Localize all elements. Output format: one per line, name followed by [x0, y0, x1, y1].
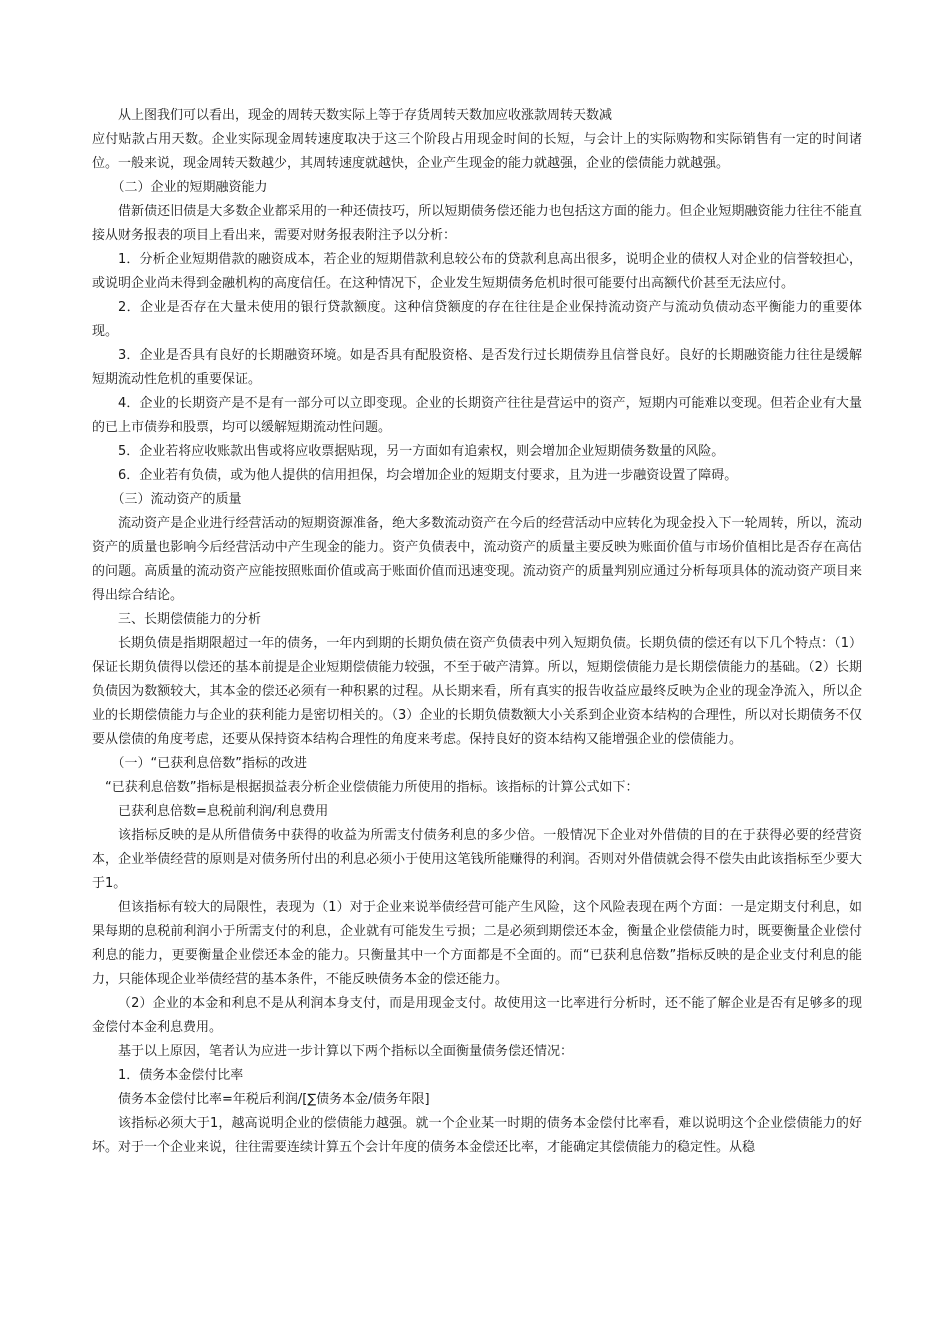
paragraph: 从上图我们可以看出，现金的周转天数实际上等于存货周转天数加应收涨款周转天数减	[118, 108, 613, 123]
paragraph: （2）企业的本金和利息不是从利润本身支付，而是用现金支付。故使用这一比率进行分析时，还不能了解企业是否有足够多的现金偿付本金利息费用。	[92, 996, 862, 1035]
paragraph: 该指标反映的是从所借债务中获得的收益为所需支付债务利息的多少倍。一般情况下企业对外借债的目的在于获得必要的经营资本，企业举债经营的原则是对债务所付出的利息必须小于使用这笔钱所能赚得的利润。否则对外借债就会得不偿失由此该指标至少要大于1。	[92, 828, 862, 891]
paragraph: 应付贴款占用天数。企业实际现金周转速度取决于这三个阶段占用现金时间的长短，与会计上的实际购物和实际销售有一定的时间诸位。一般来说，现金周转天数越少，其周转速度就越快，企业产生现金的能力就越强，企业的偿债能力就越强。	[92, 132, 862, 171]
section-heading: （一）“已获利息倍数”指标的改进	[111, 756, 307, 771]
list-item: 5．企业若将应收账款出售或将应收票据贴现，另一方面如有追索权，则会增加企业短期债务数量的风险。	[118, 444, 725, 459]
section-heading: （二）企业的短期融资能力	[111, 180, 268, 195]
formula: 已获利息倍数=息税前利润/利息费用	[118, 804, 329, 819]
list-item: 2．企业是否存在大量未使用的银行贷款额度。这种信贷额度的存在往往是企业保持流动资产与流动负债动态平衡能力的重要体现。	[92, 300, 862, 339]
paragraph: 基于以上原因，笔者认为应进一步计算以下两个指标以全面衡量债务偿还情况：	[118, 1044, 574, 1059]
list-item: 4．企业的长期资产是不是有一部分可以立即变现。企业的长期资产往往是营运中的资产，短期内可能难以变现。但若企业有大量的已上市债券和股票，均可以缓解短期流动性问题。	[92, 396, 862, 435]
list-item: 3．企业是否具有良好的长期融资环境。如是否具有配股资格、是否发行过长期债券且信誉良好。良好的长期融资能力往往是缓解短期流动性危机的重要保证。	[92, 348, 862, 387]
formula: 债务本金偿付比率=年税后利润/[∑债务本金/债务年限]	[118, 1092, 430, 1107]
paragraph: 但该指标有较大的局限性，表现为（1）对于企业来说举债经营可能产生风险，这个风险表现在两个方面：一是定期支付利息，如果每期的息税前利润小于所需支付的利息，企业就有可能发生亏损；二是必须到期偿还本金，衡量企业偿债能力时，既要衡量企业偿付利息的能力，更要衡量企业偿还本金的能力。只衡量其中一个方面都是不全面的。而“已获利息倍数”指标反映的是企业支付利息的能力，只能体现企业举债经营的基本条件，不能反映债务本金的偿还能力。	[92, 900, 862, 987]
section-heading: 三、长期偿债能力的分析	[118, 612, 262, 627]
section-heading: （三）流动资产的质量	[111, 492, 242, 507]
list-item: 1．分析企业短期借款的融资成本，若企业的短期借款利息较公布的贷款利息高出很多，说明企业的债权人对企业的信誉较担心，或说明企业尚未得到金融机构的高度信任。在这种情况下，企业发生短期债务危机时很可能要付出高额代价甚至无法应付。	[92, 252, 862, 291]
paragraph: 长期负债是指期限超过一年的债务，一年内到期的长期负债在资产负债表中列入短期负债。长期负债的偿还有以下几个特点：（1）保证长期负债得以偿还的基本前提是企业短期偿债能力较强，不至于破产清算。所以，短期偿债能力是长期偿债能力的基础。（2）长期负债因为数额较大，其本金的偿还必须有一种积累的过程。从长期来看，所有真实的报告收益应最终反映为企业的现金净流入，所以企业的长期偿债能力与企业的获利能力是密切相关的。（3）企业的长期负债数额大小关系到企业资本结构的合理性，所以对长期债务不仅要从偿债的角度考虑，还要从保持资本结构合理性的角度来考虑。保持良好的资本结构又能增强企业的偿债能力。	[92, 636, 862, 747]
paragraph: 流动资产是企业进行经营活动的短期资源准备，绝大多数流动资产在今后的经营活动中应转化为现金投入下一轮周转，所以，流动资产的质量也影响今后经营活动中产生现金的能力。资产负债表中，流动资产的质量主要反映为账面价值与市场价值相比是否存在高估的问题。高质量的流动资产应能按照账面价值或高于账面价值而迅速变现。流动资产的质量判别应通过分析每项具体的流动资产项目来得出综合结论。	[92, 516, 862, 603]
paragraph: “已获利息倍数”指标是根据损益表分析企业偿债能力所使用的指标。该指标的计算公式如下：	[105, 780, 639, 795]
list-item: 1．债务本金偿付比率	[118, 1068, 244, 1083]
paragraph: 该指标必须大于1，越高说明企业的偿债能力越强。就一个企业某一时期的债务本金偿付比率看，难以说明这个企业偿债能力的好坏。对于一个企业来说，往往需要连续计算五个会计年度的债务本金偿还比率，才能确定其偿债能力的稳定性。从稳	[92, 1116, 862, 1155]
list-item: 6．企业若有负债，或为他人提供的信用担保，均会增加企业的短期支付要求，且为进一步融资设置了障碍。	[118, 468, 738, 483]
paragraph: 借新债还旧债是大多数企业都采用的一种还债技巧，所以短期债务偿还能力也包括这方面的能力。但企业短期融资能力往往不能直接从财务报表的项目上看出来，需要对财务报表附注予以分析：	[92, 204, 862, 243]
